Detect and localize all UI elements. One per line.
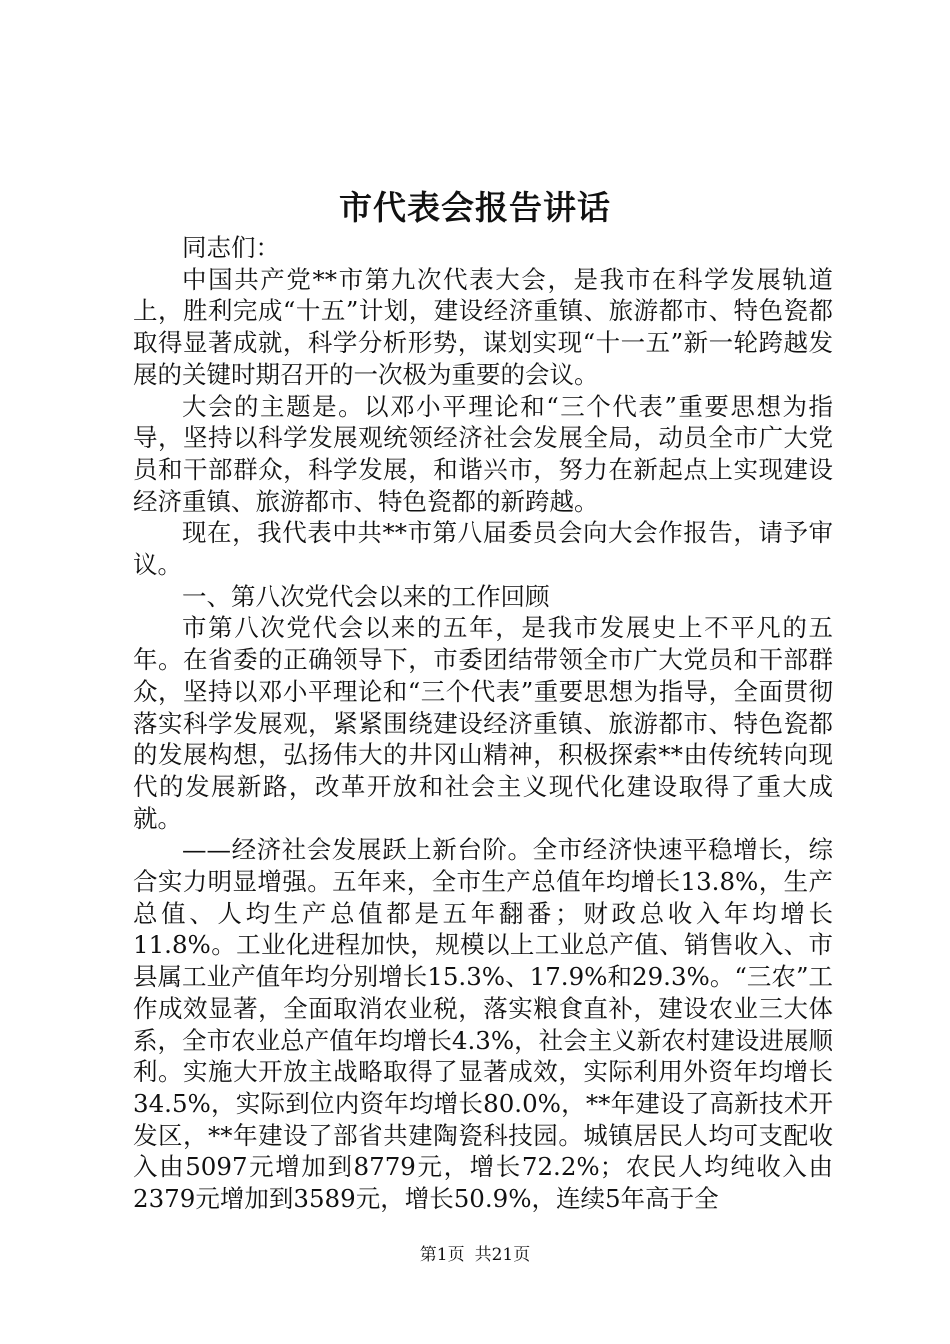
document-title: 市代表会报告讲话 [339,188,611,227]
total-pages: 共21页 [474,1245,531,1265]
document-body [133,232,833,1215]
body-paragraph: ——经济社会发展跃上新台阶。全市经济快速平稳增长，综合实力明显增强。五年来，全市生产总值年均增长13.8%，生产总值、人均生产总值都是五年翻番；财政总收入年均增长11.8%。工业化进程加快，规模以上工业总产值、销售收入、市县属工业产值年均分别增长15.3%、17.9%和29.3%。“三农”工作成效显著，全面取消农业税，落实粮食直补，建设农业三大体系，全市农业总产值年均增长4.3%，社会主义新农村建设进展顺利。实施大开放主战略取得了显著成效，实际利用外资年均增长34.5%，实际到位内资年均增长80.0%，**年建设了高新技术开发区，**年建设了部省共建陶瓷科技园。城镇居民人均可支配收入由5097元增加到8779元，增长72.2%；农民人均纯收入由2379元增加到3589元，增长50.9%，连续5年高于全 [133,835,833,1214]
salutation-paragraph: 同志们： [182,233,280,262]
body-paragraph: 现在，我代表中共**市第八届委员会向大会作报告，请予审议。 [133,518,833,580]
page-number: 第1页 [419,1245,465,1265]
section-heading: 一、第八次党代会以来的工作回顾 [182,581,550,611]
body-paragraph: 中国共产党**市第九次代表大会，是我市在科学发展轨道上，胜利完成“十五”计划，建设经济重镇、旅游都市、特色瓷都取得显著成就，科学分析形势，谋划实现“十一五”新一轮跨越发展的关键时期召开的一次极为重要的会议。 [133,264,833,389]
page-footer [0,1244,950,1266]
body-paragraph: 市第八次党代会以来的五年，是我市发展史上不平凡的五年。在省委的正确领导下，市委团结带领全市广大党员和干部群众，坚持以邓小平理论和“三个代表”重要思想为指导，全面贯彻落实科学发展观，紧紧围绕建设经济重镇、旅游都市、特色瓷都的发展构想，弘扬伟大的井冈山精神，积极探索**由传统转向现代的发展新路，改革开放和社会主义现代化建设取得了重大成就。 [133,613,833,833]
body-paragraph: 大会的主题是。以邓小平理论和“三个代表”重要思想为指导，坚持以科学发展观统领经济社会发展全局，动员全市广大党员和干部群众，科学发展，和谐兴市，努力在新起点上实现建设经济重镇、旅游都市、特色瓷都的新跨越。 [133,391,833,516]
